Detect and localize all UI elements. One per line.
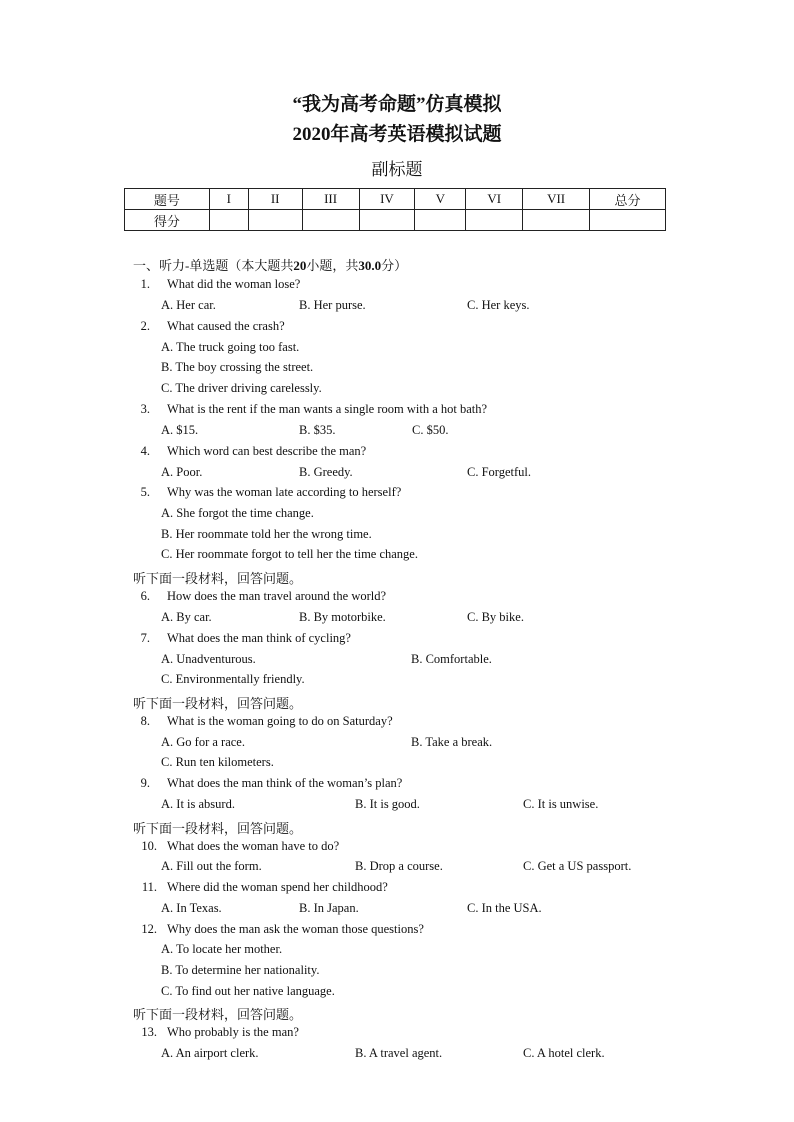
- option: C. A hotel clerk.: [523, 1046, 605, 1060]
- option: B. $35.: [299, 423, 336, 437]
- option: A. Go for a race.: [161, 735, 245, 749]
- question-count: 20: [293, 258, 307, 273]
- question-text: What does the man think of cycling?: [167, 631, 351, 645]
- question-number: 5.: [140, 485, 150, 499]
- listening-instruction: 听下面一段材料，回答问题。: [133, 571, 303, 586]
- option: A. She forgot the time change.: [161, 506, 314, 520]
- question-text: Who probably is the man?: [167, 1025, 299, 1039]
- header-cell: I: [209, 189, 248, 210]
- question-text: Which word can best describe the man?: [167, 444, 367, 458]
- header-cell: VI: [466, 189, 523, 210]
- question-number: 11.: [141, 880, 157, 894]
- question-number: 7.: [140, 631, 150, 645]
- score-table-score-row: [125, 210, 666, 231]
- option: A. To locate her mother.: [161, 942, 283, 956]
- question-text: What is the rent if the man wants a single room with a hot bath?: [167, 402, 488, 416]
- question-number: 13.: [141, 1025, 157, 1039]
- option: B. Drop a course.: [355, 859, 443, 873]
- score-cell: [359, 210, 415, 231]
- option: B. Her purse.: [299, 298, 366, 312]
- question-text: What does the man think of the woman’s plan?: [167, 776, 403, 790]
- score-cell: [302, 210, 359, 231]
- header-cell: III: [302, 189, 359, 210]
- question-text: Why was the woman late according to herself?: [167, 485, 402, 499]
- question-text: Why does the man ask the woman those questions?: [167, 922, 424, 936]
- listening-instruction: 听下面一段材料，回答问题。: [133, 696, 303, 711]
- option: B. The boy crossing the street.: [161, 360, 314, 374]
- score-table-header-row: [125, 189, 666, 210]
- option: C. Get a US passport.: [523, 859, 632, 873]
- option: A. Her car.: [161, 298, 216, 312]
- header-cell: V: [415, 189, 466, 210]
- score-cell: [523, 210, 590, 231]
- score-label-cell: 得分: [125, 210, 210, 231]
- option: B. Greedy.: [299, 465, 353, 479]
- option: C. The driver driving carelessly.: [161, 381, 322, 395]
- option: C. Her keys.: [467, 298, 530, 312]
- score-cell: [466, 210, 523, 231]
- option: C. To find out her native language.: [161, 984, 335, 998]
- option: B. Comfortable.: [411, 652, 492, 666]
- question-number: 8.: [140, 714, 150, 728]
- question-text: What is the woman going to do on Saturday?: [167, 714, 393, 728]
- score-cell: [415, 210, 466, 231]
- section-heading: [133, 255, 407, 274]
- header-cell: VII: [523, 189, 590, 210]
- question-text: Where did the woman spend her childhood?: [167, 880, 388, 894]
- option: B. A travel agent.: [355, 1046, 443, 1060]
- option: A. An airport clerk.: [161, 1046, 259, 1060]
- option: C. Her roommate forgot to tell her the time change.: [161, 547, 418, 561]
- option: A. $15.: [161, 423, 199, 437]
- option: C. Environmentally friendly.: [161, 672, 305, 686]
- question-text: What did the woman lose?: [167, 277, 301, 291]
- total-points: 30.0: [358, 258, 382, 273]
- section-prefix: 一、听力-单选题（本大题共: [133, 258, 294, 273]
- score-cell: [248, 210, 302, 231]
- option: C. It is unwise.: [523, 797, 599, 811]
- score-cell: [590, 210, 666, 231]
- header-cell: II: [248, 189, 302, 210]
- exam-title: “我为高考命题”仿真模拟: [292, 94, 502, 115]
- option: B. It is good.: [355, 797, 420, 811]
- question-number: 10.: [141, 839, 157, 853]
- question-number: 6.: [140, 589, 150, 603]
- question-number: 2.: [140, 319, 150, 333]
- question-number: 12.: [141, 922, 157, 936]
- subtitle: 副标题: [371, 160, 423, 179]
- question-number: 4.: [140, 444, 150, 458]
- option: C. By bike.: [467, 610, 524, 624]
- question-number: 3.: [140, 402, 150, 416]
- option: C. Run ten kilometers.: [161, 755, 274, 769]
- option: C. $50.: [412, 423, 449, 437]
- score-table: [124, 188, 666, 231]
- listening-instruction: 听下面一段材料，回答问题。: [133, 821, 303, 836]
- header-cell: 题号: [125, 189, 210, 210]
- option: B. Take a break.: [411, 735, 493, 749]
- header-cell: IV: [359, 189, 415, 210]
- score-cell: [209, 210, 248, 231]
- option: B. By motorbike.: [299, 610, 386, 624]
- exam-subject-title: 2020年高考英语模拟试题: [292, 124, 502, 145]
- question-number: 1.: [140, 277, 150, 291]
- option: A. The truck going too fast.: [161, 340, 300, 354]
- section-middle: 小题，共: [306, 258, 359, 273]
- option: C. In the USA.: [467, 901, 542, 915]
- option: A. In Texas.: [161, 901, 222, 915]
- section-suffix: 分）: [381, 258, 408, 273]
- listening-instruction: 听下面一段材料，回答问题。: [133, 1007, 303, 1022]
- option: A. Unadventurous.: [161, 652, 256, 666]
- header-cell: 总分: [590, 189, 666, 210]
- question-text: What does the woman have to do?: [167, 839, 340, 853]
- option: A. It is absurd.: [161, 797, 235, 811]
- option: A. Fill out the form.: [161, 859, 262, 873]
- option: C. Forgetful.: [467, 465, 532, 479]
- option: B. Her roommate told her the wrong time.: [161, 527, 372, 541]
- option: A. By car.: [161, 610, 212, 624]
- option: B. In Japan.: [299, 901, 359, 915]
- question-text: How does the man travel around the world?: [167, 589, 387, 603]
- option: B. To determine her nationality.: [161, 963, 320, 977]
- question-number: 9.: [140, 776, 150, 790]
- option: A. Poor.: [161, 465, 203, 479]
- question-text: What caused the crash?: [167, 319, 285, 333]
